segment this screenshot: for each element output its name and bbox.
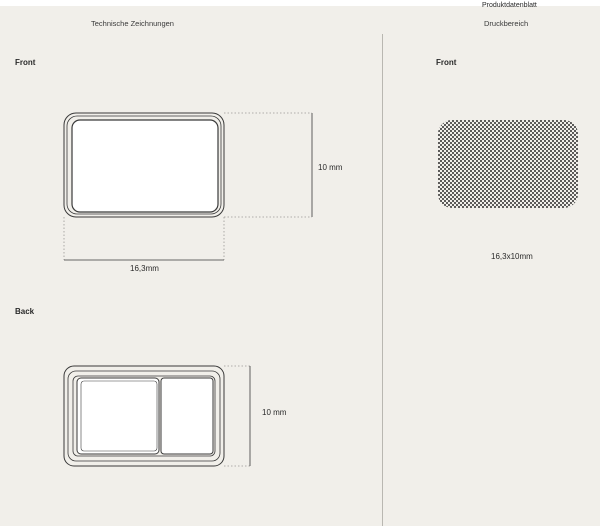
back-drawing	[64, 366, 250, 466]
front-width-dimension: 16,3mm	[130, 264, 159, 273]
print-front-section-label: Front	[436, 58, 457, 67]
back-height-dimension: 10 mm	[262, 408, 287, 417]
print-area-shape	[438, 120, 578, 208]
front-drawing	[64, 113, 312, 260]
print-area-size: 16,3x10mm	[491, 252, 533, 261]
technical-drawings-title: Technische Zeichnungen	[91, 19, 174, 28]
document-title: Produktdatenblatt	[482, 2, 537, 9]
back-section-label: Back	[15, 307, 35, 316]
front-height-dimension: 10 mm	[318, 163, 343, 172]
print-area-title: Druckbereich	[484, 19, 529, 28]
front-section-label: Front	[15, 58, 36, 67]
